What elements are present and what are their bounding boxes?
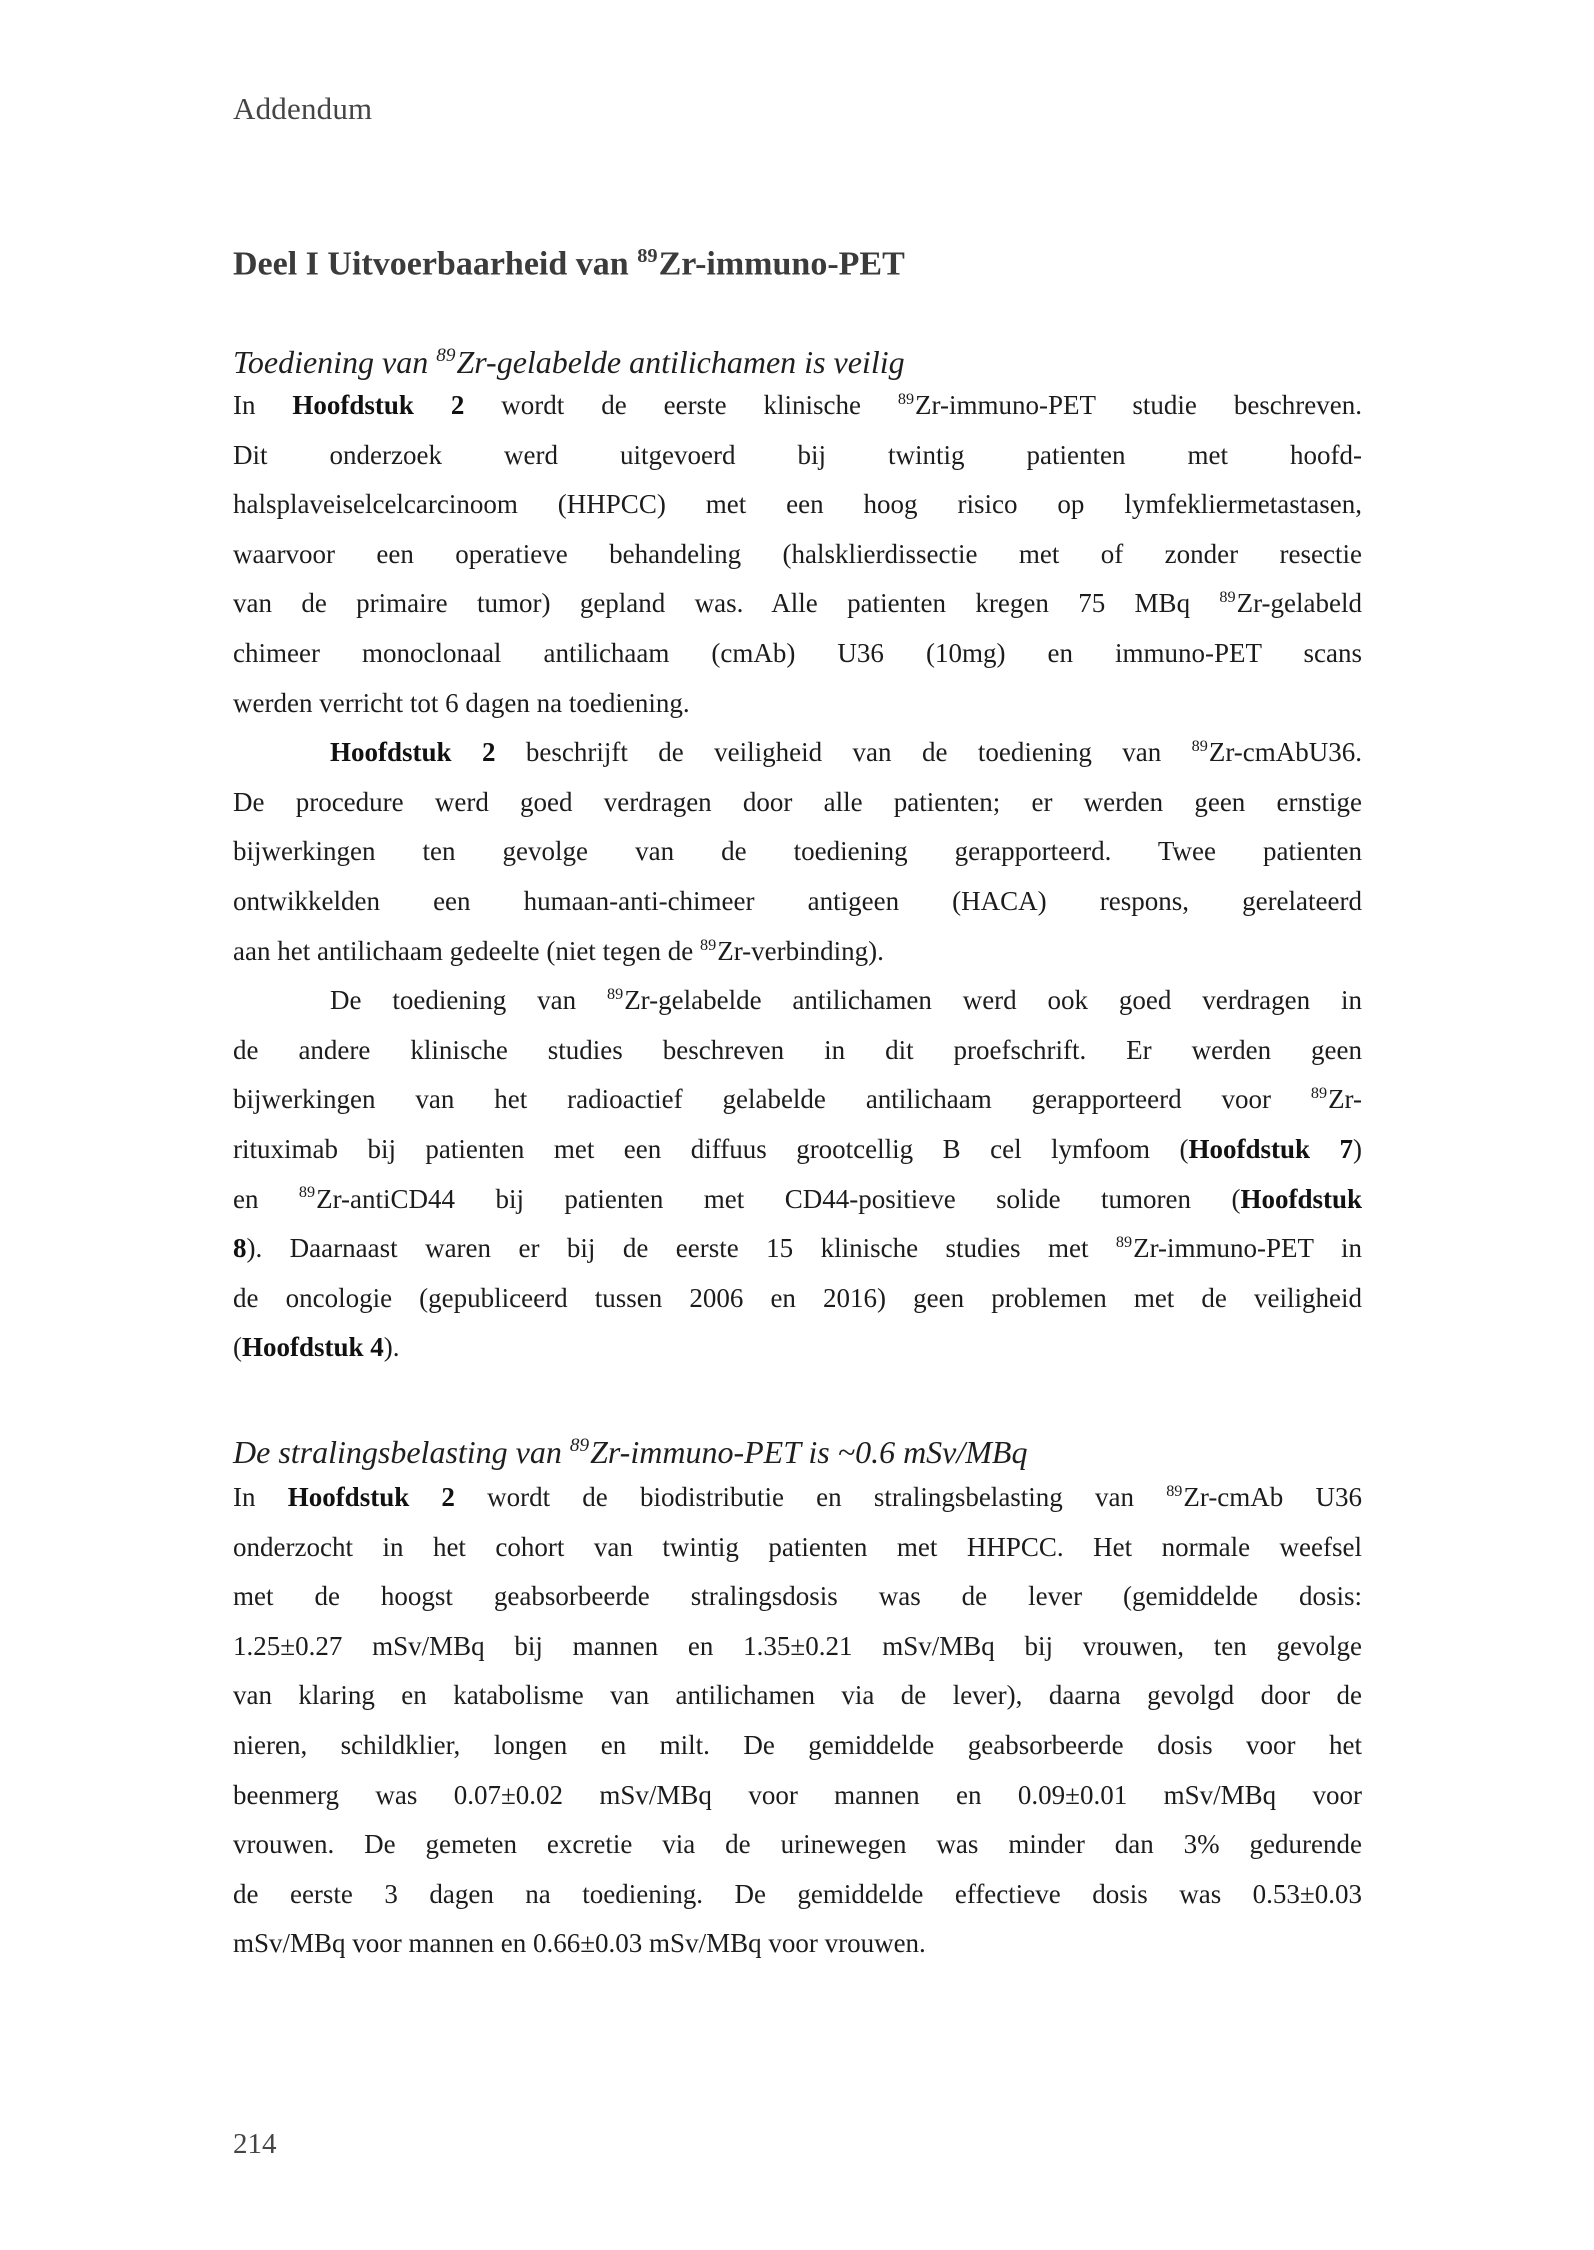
subsection-heading-suffix: Zr-gelabelde antilichamen is veilig (456, 343, 905, 380)
text-line (233, 1771, 1362, 1821)
text-line (233, 530, 1362, 580)
text-line (233, 1224, 1362, 1274)
text-line (233, 1523, 1362, 1573)
isotope-superscript: 89 (298, 1183, 316, 1202)
text-run: 1.25±0.27 mSv/MBq bij mannen en 1.35±0.21 mSv/MBq bij vrouwen, ten gevolge (233, 1630, 1362, 1661)
isotope-superscript: 89 (700, 935, 717, 954)
body-text-safety (233, 381, 1362, 1373)
isotope-superscript: 89 (1310, 1084, 1328, 1103)
text-run: van klaring en katabolisme van antilichamen via de lever), daarna gevolgd door de (233, 1680, 1362, 1711)
isotope-superscript: 89 (1115, 1233, 1133, 1252)
isotope-superscript: 89 (436, 345, 456, 366)
text-run: aan het antilichaam gedeelte (niet tegen de (233, 935, 701, 966)
text-line (233, 1622, 1362, 1672)
text-run: waarvoor een operatieve behandeling (halsklierdissectie met of zonder resectie (233, 538, 1362, 569)
text-line (233, 381, 1362, 431)
text-run: nieren, schildklier, longen en milt. De gemiddelde geabsorbeerde dosis voor het (233, 1729, 1362, 1760)
text-line (233, 431, 1362, 481)
subsection-heading-radiation-dose (233, 1426, 1027, 1472)
isotope-superscript: 89 (607, 985, 624, 1004)
text-run: De procedure werd goed verdragen door alle patienten; er werden geen ernstige (233, 786, 1362, 817)
text-run: Zr-gelabelde antilichamen werd ook goed verdragen in (624, 985, 1362, 1016)
text-run: Zr-immuno-PET studie beschreven. (915, 390, 1362, 420)
page-number: 214 (233, 2128, 277, 2160)
text-run: Dit onderzoek werd uitgevoerd bij twintig patienten met hoofd- (233, 439, 1362, 470)
text-run: Zr-verbinding). (717, 935, 884, 966)
text-line (233, 827, 1362, 877)
section-title-prefix: Deel I Uitvoerbaarheid van (233, 245, 638, 283)
text-run: In (233, 1482, 288, 1512)
text-run: halsplaveiselcelcarcinoom (HHPCC) met een hoog risico op lymfekliermetastasen, (233, 489, 1362, 520)
text-run: ). (383, 1332, 400, 1363)
text-run: ) (1353, 1133, 1363, 1164)
text-line (233, 1125, 1362, 1175)
text-run: wordt de biodistributie en stralingsbelasting van (454, 1482, 1167, 1512)
text-line (233, 1175, 1362, 1225)
text-line (233, 1026, 1362, 1076)
text-run: Zr-cmAb U36 (1183, 1482, 1362, 1512)
text-line (233, 1572, 1362, 1622)
text-run: wordt de eerste klinische (464, 390, 898, 420)
text-line (233, 1721, 1362, 1771)
text-run: Zr-cmAbU36. (1208, 737, 1363, 768)
text-run: bijwerkingen ten gevolge van de toediening gerapporteerd. Twee patienten (233, 836, 1362, 867)
text-run: vrouwen. De gemeten excretie via de urinewegen was minder dan 3% gedurende (233, 1829, 1362, 1860)
text-run: ontwikkelden een humaan-anti-chimeer antigeen (HACA) respons, gerelateerd (233, 885, 1362, 916)
text-run: mSv/MBq voor mannen en 0.66±0.03 mSv/MBq voor vrouwen. (233, 1928, 926, 1959)
text-line (233, 1820, 1362, 1870)
text-line (233, 976, 1362, 1026)
text-line (233, 728, 1362, 778)
text-line (233, 579, 1362, 629)
isotope-superscript: 89 (1191, 737, 1208, 756)
text-run: Zr-antiCD44 bij patienten met CD44-positieve solide tumoren ( (316, 1183, 1241, 1214)
chapter-reference: Hoofdstuk 2 (330, 737, 496, 768)
text-line (233, 877, 1362, 927)
text-run: ( (233, 1332, 242, 1363)
text-run: met de hoogst geabsorbeerde stralingsdosis was de lever (gemiddelde dosis: (233, 1581, 1362, 1612)
text-run: Zr-gelabeld (1236, 588, 1362, 619)
body-text-radiation-dose (233, 1473, 1362, 1969)
subsection-heading-prefix: Toediening van (233, 343, 437, 380)
text-run: onderzocht in het cohort van twintig patienten met HHPCC. Het normale weefsel (233, 1531, 1362, 1562)
isotope-superscript: 89 (897, 389, 915, 408)
isotope-superscript: 89 (569, 1435, 590, 1456)
chapter-reference: Hoofdstuk 2 (292, 390, 465, 420)
subsection-heading-prefix: De stralingsbelasting van (233, 1433, 570, 1470)
text-run: bijwerkingen van het radioactief gelabelde antilichaam gerapporteerd voor (233, 1084, 1311, 1115)
chapter-reference: Hoofdstuk 2 (287, 1482, 455, 1512)
text-run: chimeer monoclonaal antilichaam (cmAb) U36 (10mg) en immuno-PET scans (233, 637, 1362, 668)
isotope-superscript: 89 (637, 245, 658, 267)
isotope-superscript: 89 (1219, 588, 1236, 607)
text-line (233, 1870, 1362, 1920)
text-run: beschrijft de veiligheid van de toediening van (495, 737, 1192, 768)
text-line (233, 629, 1362, 679)
text-run: Zr- (1328, 1084, 1362, 1115)
text-run: In (233, 390, 293, 420)
text-run: en (233, 1183, 299, 1214)
text-line (233, 480, 1362, 530)
text-line (233, 1274, 1362, 1324)
text-run: van de primaire tumor) gepland was. Alle patienten kregen 75 MBq (233, 588, 1220, 619)
text-line (233, 1323, 1362, 1373)
chapter-reference: 8 (233, 1233, 247, 1264)
chapter-reference: Hoofdstuk 7 (1188, 1133, 1354, 1164)
text-run: Zr-immuno-PET in (1133, 1233, 1362, 1264)
text-line (233, 778, 1362, 828)
text-run: de oncologie (gepubliceerd tussen 2006 en 2016) geen problemen met de veiligheid (233, 1282, 1362, 1313)
text-line (233, 1473, 1362, 1523)
subsection-heading-suffix: Zr-immuno-PET is ~0.6 mSv/MBq (590, 1433, 1028, 1470)
text-run: ). Daarnaast waren er bij de eerste 15 klinische studies met (246, 1233, 1116, 1264)
text-run: De toediening van (330, 985, 607, 1016)
running-header: Addendum (233, 91, 373, 126)
text-run: werden verricht tot 6 dagen na toediening. (233, 687, 690, 718)
isotope-superscript: 89 (1166, 1481, 1183, 1500)
text-line (233, 1075, 1362, 1125)
text-run: beenmerg was 0.07±0.02 mSv/MBq voor mannen en 0.09±0.01 mSv/MBq voor (233, 1779, 1362, 1810)
section-title (233, 236, 905, 285)
text-run: rituximab bij patienten met een diffuus grootcellig B cel lymfoom ( (233, 1133, 1189, 1164)
text-line (233, 1919, 1362, 1969)
text-run: de eerste 3 dagen na toediening. De gemiddelde effectieve dosis was 0.53±0.03 (233, 1878, 1362, 1909)
chapter-reference: Hoofdstuk (1240, 1183, 1362, 1214)
subsection-heading-safety (233, 336, 905, 382)
text-line (233, 927, 1362, 977)
text-line (233, 1671, 1362, 1721)
chapter-reference: Hoofdstuk 4 (242, 1332, 384, 1363)
section-title-suffix: Zr-immuno-PET (658, 245, 905, 283)
text-line (233, 679, 1362, 729)
text-run: de andere klinische studies beschreven in dit proefschrift. Er werden geen (233, 1034, 1362, 1065)
